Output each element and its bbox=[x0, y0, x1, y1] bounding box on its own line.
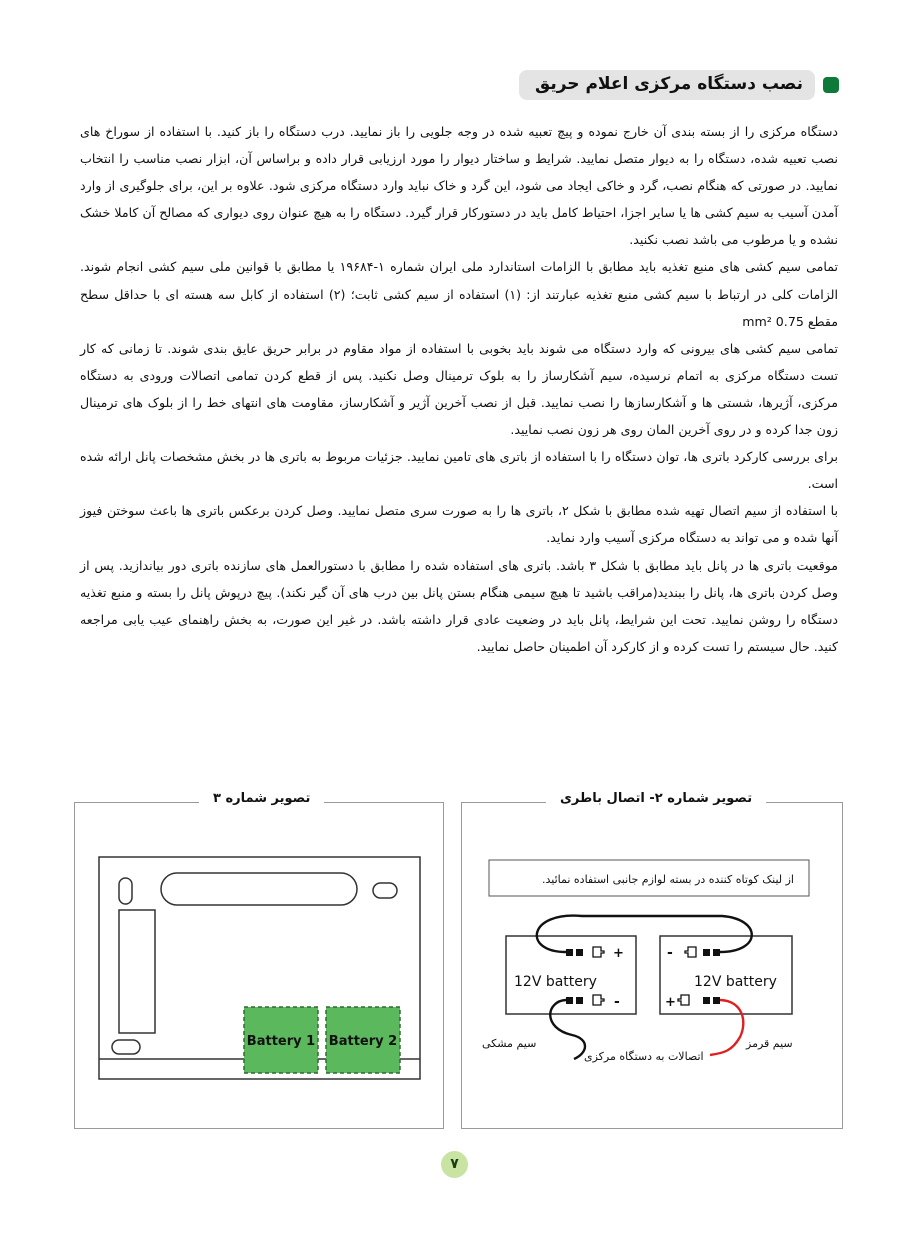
paragraph-battery-check: برای بررسی کارکرد باتری ها، توان دستگاه را با استفاده از باتری های تامین نمایید. جزئیات مربوط به باتری ها در بخش مشخصات پانل ارائه شده است. bbox=[80, 449, 838, 492]
figure-3-panel-layout bbox=[74, 791, 444, 1129]
battery-right-minus: - bbox=[667, 945, 673, 961]
slot-bottom-left bbox=[112, 1040, 140, 1054]
figure-2-caption: تصویر شماره ۲- اتصال باطری bbox=[546, 791, 766, 806]
figure-2-battery-connection bbox=[461, 791, 843, 1129]
section-header bbox=[519, 68, 839, 102]
battery-left-minus: - bbox=[614, 994, 620, 1010]
to-panel-label: اتصالات به دستگاه مرکزی bbox=[584, 1050, 704, 1063]
slot-right-small bbox=[373, 883, 397, 898]
vertical-board bbox=[119, 910, 155, 1033]
red-wire-label: سیم قرمز bbox=[746, 1037, 793, 1050]
battery-right-plus: + bbox=[665, 995, 676, 1010]
section-title: نصب دستگاه مرکزی اعلام حریق bbox=[519, 70, 815, 100]
battery-1-label: Battery 1 bbox=[246, 1034, 316, 1049]
battery-left-label: 12V battery bbox=[514, 974, 597, 990]
bullet-square-icon bbox=[823, 77, 839, 93]
paragraph-series-connection: با استفاده از سیم اتصال تهیه شده مطابق با شکل ۲، باتری ها را به صورت سری متصل نمایید. وصل کردن برعکس باتری ها باعث سوختن فیوز آنها شده و می تواند به دستگاه مرکزی آسیب وارد نماید. bbox=[80, 503, 838, 546]
page-number: ۷ bbox=[441, 1151, 468, 1178]
note-text: از لینک کوتاه کننده در بسته لوازم جانبی استفاده نمائید. bbox=[542, 873, 794, 886]
paragraph-installation: دستگاه مرکزی را از بسته بندی آن خارج نموده و پیچ تعبیه شده در وجه جلویی را باز نمایید. درب دستگاه را باز کنید. با استفاده از سوراخ های نصب تعبیه شده، دستگاه را به دیوار متصل نمایید. شرایط و ساختار دیوار را مورد ارزیابی قرار داده و براساس آن، ابزار نصب مناسب را انتخاب نمایید. در صورتی که هنگام نصب، گرد و خاکی ایجاد می شود، این گرد و خاک نباید وارد دستگاه مرکزی شود. علاوه بر این، برای جلوگیری از وارد آمدن آسیب به سیم کشی ها یا سایر اجزا، احتیاط کامل باید در دستورکار قرار گیرد. دستگاه را به هیچ عنوان روی دیواری که مصالح آن کاملا خشک نشده و یا مرطوب می باشد نصب نکنید. bbox=[80, 124, 838, 248]
paragraph-external-wiring: تمامی سیم کشی های بیرونی که وارد دستگاه می شوند باید بخوبی با استفاده از مواد مقاوم در برابر حریق عایق بندی شوند. تا زمانی که کار تست دستگاه مرکزی به اتمام نرسیده، سیم آشکارساز را به بلوک ترمینال وصل نکنید. پس از قطع کردن تمامی اتصالات ورودی به دستگاه مرکزی، آژیرها، شستی ها و آشکارسازها را نصب نمایید. قبل از نصب آخرین آژیر و آشکارساز، مقاومت های انتهای خط را از بلوک های ترمینال زون جدا کرده و در روی آخرین المان روی هر زون نصب نمایید. bbox=[80, 340, 838, 438]
battery-2-label: Battery 2 bbox=[328, 1034, 398, 1049]
battery-right-label: 12V battery bbox=[694, 974, 777, 990]
paragraph-battery-position: موقعیت باتری ها در پانل باید مطابق با شکل ۳ باشد. باتری های استفاده شده را مطابق با دستورالعمل های سازنده باتری دور بیاندازید. پس از وصل کردن باتری ها، پانل را ببندید(مراقب باشید تا هیچ سیمی هنگام بستن پانل بین درب های آن گیر نکند). پیچ درپوش پانل را بسته و منبع تغذیه دستگاه را روشن نمایید. تحت این شرایط، پانل باید در وضعیت عادی قرار داشته باشد. در غیر این صورت، به بخش راهنمای عیب یابی مراجعه کنید. حال سیستم را تست کرده و از کارکرد آن اطمینان حاصل نمایید. bbox=[80, 557, 838, 654]
figure-3-caption: تصویر شماره ۳ bbox=[199, 791, 324, 806]
body-text bbox=[80, 118, 838, 660]
slot-left-small bbox=[119, 878, 132, 904]
battery-left-plus: + bbox=[613, 946, 624, 961]
slot-top-long bbox=[161, 873, 357, 905]
paragraph-power-wiring: تمامی سیم کشی های منبع تغذیه باید مطابق با الزامات استاندارد ملی ایران شماره ۱-۱۹۶۸۴ یا مطابق با قوانین ملی سیم کشی انجام شوند. الزامات کلی در ارتباط با سیم کشی منبع تغذیه عبارتند از: (۱) استفاده از سیم کشی ثابت؛ (۲) استفاده از کابل سه هسته ای با حداقل سطح مقطع 0.75 mm² bbox=[80, 259, 838, 329]
black-wire-label: سیم مشکی bbox=[482, 1037, 537, 1050]
